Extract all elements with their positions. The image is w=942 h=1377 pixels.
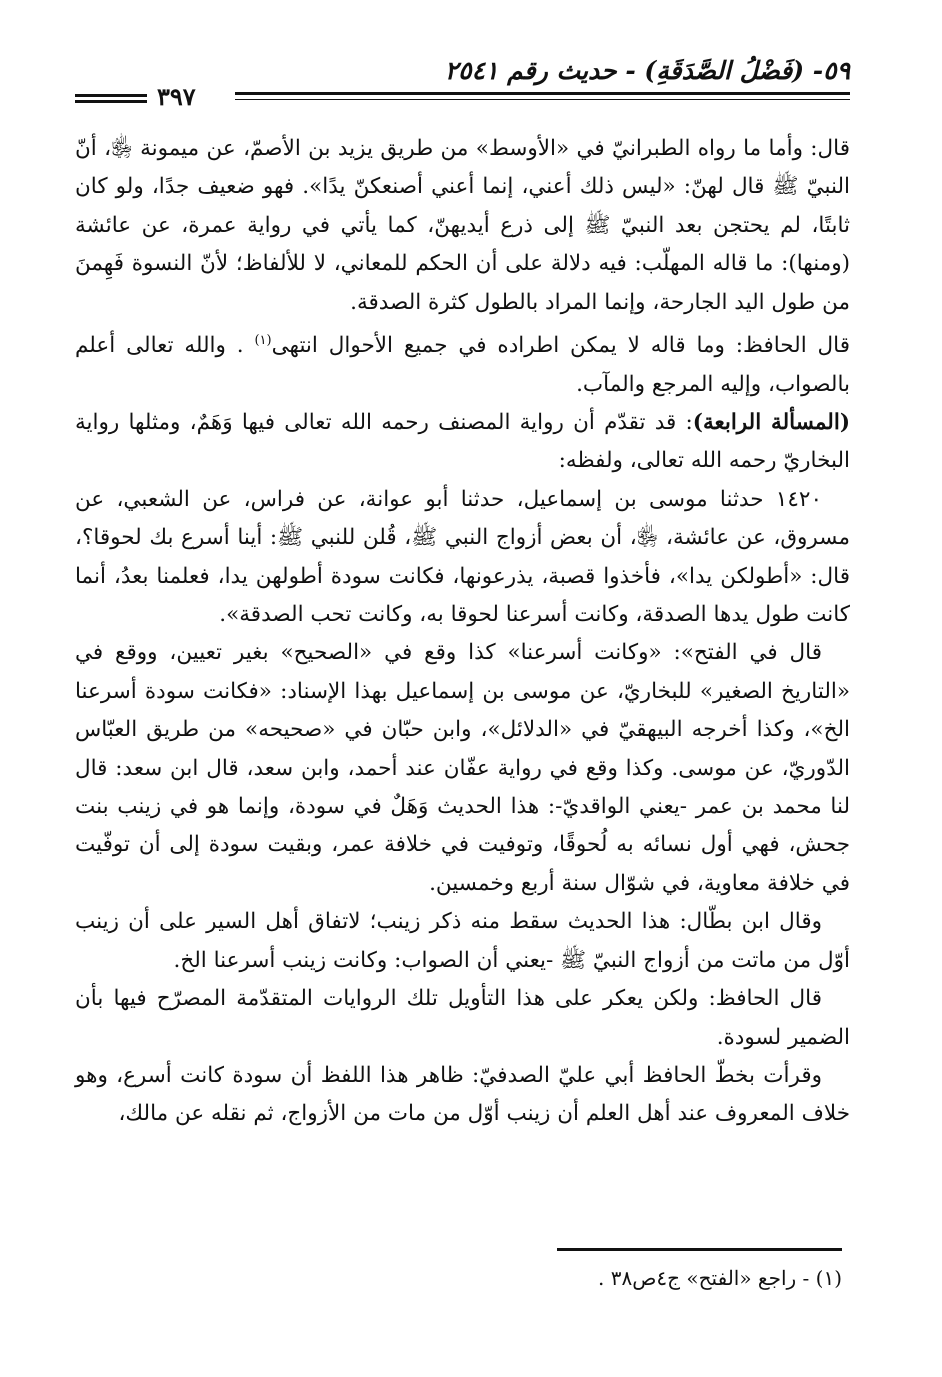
paragraph-text: : قد تقدّم أن رواية المصنف رحمه الله تعالى فيها وَهَمٌ، ومثلها رواية البخاريّ رحمه الله تعالى، ولفظه: (75, 410, 850, 474)
section-label: (المسألة الرابعة) (692, 410, 850, 435)
main-text (75, 130, 850, 1134)
footnote-ref: (١) (254, 333, 272, 349)
header-rule (235, 92, 850, 98)
running-title: ٥٩- (فَضْلُ الصَّدَقَةِ) - حديث رقم ٢٥٤١ (444, 56, 850, 85)
page-header (75, 52, 850, 112)
footnote-rule (557, 1248, 842, 1251)
paragraph: وقرأت بخطّ الحافظ أبي عليّ الصدفيّ: ظاهر هذا اللفظ أن سودة كانت أسرع، وهو خلاف المعروف عند أهل العلم أن زينب أوّل من مات من الأزواج، ثم نقله عن مالك، (75, 1062, 850, 1127)
paragraph: قال الحافظ: ولكن يعكر على هذا التأويل تلك الروايات المتقدّمة المصرّح فيها بأن الضمير لسودة. (75, 986, 850, 1050)
page-number-rule (75, 94, 147, 106)
paragraph-text: . والله تعالى أعلم بالصواب، وإليه المرجع والمآب. (75, 333, 850, 397)
page-number: ٣٩٧ (157, 82, 196, 111)
paragraph: ١٤٢٠ حدثنا موسى بن إسماعيل، حدثنا أبو عوانة، عن فراس، عن الشعبي، عن مسروق، عن عائشة، ﵂، أن بعض أزواج النبي ﷺ، قُلن للنبي ﷺ: أينا أسرع بك لحوقا؟، قال: «أطولكن يدا»، فأخذوا قصبة، يذرعونها، فكانت سودة أطولهن يدا، فعلمنا بعدُ، أنما كانت طول يدها الصدقة، وكانت أسرعنا لحوقا به، وكانت تحب الصدقة». (75, 486, 850, 628)
header-rule-thin (235, 99, 850, 100)
footnote: (١) - راجع «الفتح» ج٤ص٣٨ . (597, 1266, 842, 1290)
paragraph: قال: وأما ما رواه الطبرانيّ في «الأوسط» من طريق يزيد بن الأصمّ، عن ميمونة ﵂، أنّ النبيّ ﷺ قال لهنّ: «ليس ذلك أعني، إنما أعني أصنعكنّ يدًا». فهو ضعيف جدًا، ولو كان ثابتًا، لم يحتجن بعد النبيّ ﷺ إلى ذرع أيديهنّ، كما يأتي في رواية عمرة، عن عائشة (ومنها): ما قاله المهلّب: فيه دلالة على أن الحكم للمعاني، لا للألفاظ؛ لأنّ النسوة فَهِمنَ من طول اليد الجارحة، وإنما المراد بالطول كثرة الصدقة. (75, 136, 851, 315)
paragraph-text: قال الحافظ: وما قاله لا يمكن اطراده في جميع الأحوال انتهى (271, 333, 850, 359)
paragraph: وقال ابن بطّال: هذا الحديث سقط منه ذكر زينب؛ لاتفاق أهل السير على أن زينب أوّل من ماتت من أزواج النبيّ ﷺ -يعني أن الصواب: وكانت زينب أسرعنا الخ. (75, 909, 850, 973)
paragraph (75, 404, 850, 481)
paragraph (75, 322, 850, 404)
paragraph: قال في الفتح»: «وكانت أسرعنا» كذا وقع في «الصحيح» بغير تعيين، ووقع في «التاريخ الصغير» للبخاريّ، عن موسى بن إسماعيل بهذا الإسناد: «فكانت سودة أسرعنا الخ»، وكذا أخرجه البيهقيّ في «الدلائل»، وابن حبّان في «صحيحه» من طريق العبّاس الدّوريّ، عن موسى. وكذا وقع في رواية عفّان عند أحمد، وابن سعد، قال ابن سعد: قال لنا محمد بن عمر -يعني الواقديّ-: هذا الحديث وَهَلٌ في سودة، وإنما هو في زينب بنت جحش، فهي أول نسائه به لُحوقًا، وتوفيت في خلافة عمر، وبقيت سودة إلى أن توفّيت في خلافة معاوية، في شوّال سنة أربع وخمسين. (75, 640, 850, 896)
